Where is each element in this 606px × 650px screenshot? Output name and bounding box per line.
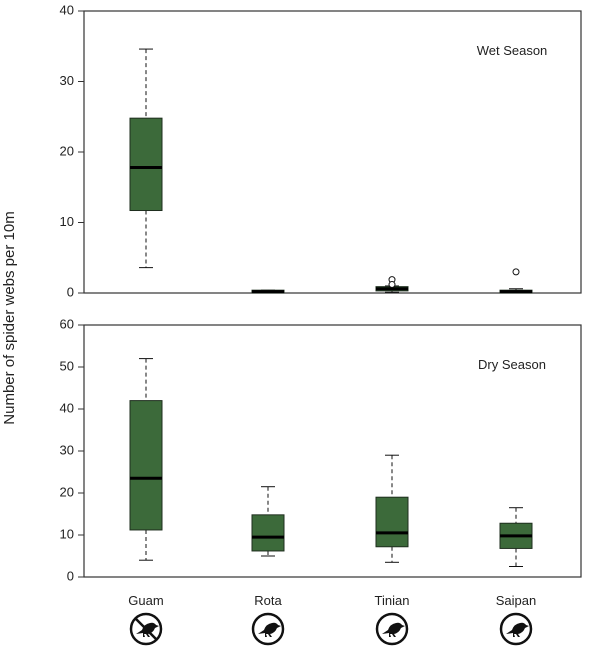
outlier-point (513, 269, 519, 275)
y-tick-label: 40 (59, 400, 74, 416)
bird-icon (377, 614, 407, 644)
bird-icons (131, 614, 531, 644)
y-tick-label: 0 (66, 284, 74, 300)
outlier-point (389, 282, 395, 288)
x-category-label: Rota (254, 593, 282, 608)
iqr-box (376, 497, 408, 547)
y-tick-label: 30 (59, 442, 74, 458)
y-tick-label: 10 (59, 526, 74, 542)
iqr-box (130, 401, 162, 530)
y-tick-label: 60 (59, 316, 74, 332)
no-bird-icon (131, 614, 161, 644)
x-category-label: Saipan (495, 593, 537, 608)
box-saipan (500, 508, 532, 567)
box-tinian (376, 455, 408, 562)
bird-icon (501, 614, 531, 644)
y-tick-label: 40 (59, 2, 74, 18)
box-rota (252, 290, 284, 293)
y-tick-label: 0 (66, 568, 74, 584)
box-guam (130, 49, 162, 268)
iqr-box (252, 515, 284, 551)
box-rota (252, 487, 284, 556)
panel-label: Wet Season (476, 43, 548, 58)
box-saipan (500, 269, 532, 293)
panel-label: Dry Season (478, 357, 546, 372)
y-tick-label: 50 (59, 358, 74, 374)
y-axis-label: Number of spider webs per 10m (1, 211, 18, 425)
y-tick-label: 20 (59, 143, 74, 159)
y-tick-label: 30 (59, 72, 74, 88)
box-guam (130, 359, 162, 561)
x-category-label: Tinian (374, 593, 410, 608)
x-category-labels (128, 593, 536, 608)
bird-icon (253, 614, 283, 644)
y-tick-label: 10 (59, 213, 74, 229)
panel-2 (60, 316, 581, 583)
iqr-box (130, 118, 162, 210)
box-tinian (376, 277, 408, 293)
panels (60, 2, 581, 583)
y-tick-label: 20 (59, 484, 74, 500)
panel-1 (60, 2, 581, 299)
x-category-label: Guam (128, 593, 164, 608)
